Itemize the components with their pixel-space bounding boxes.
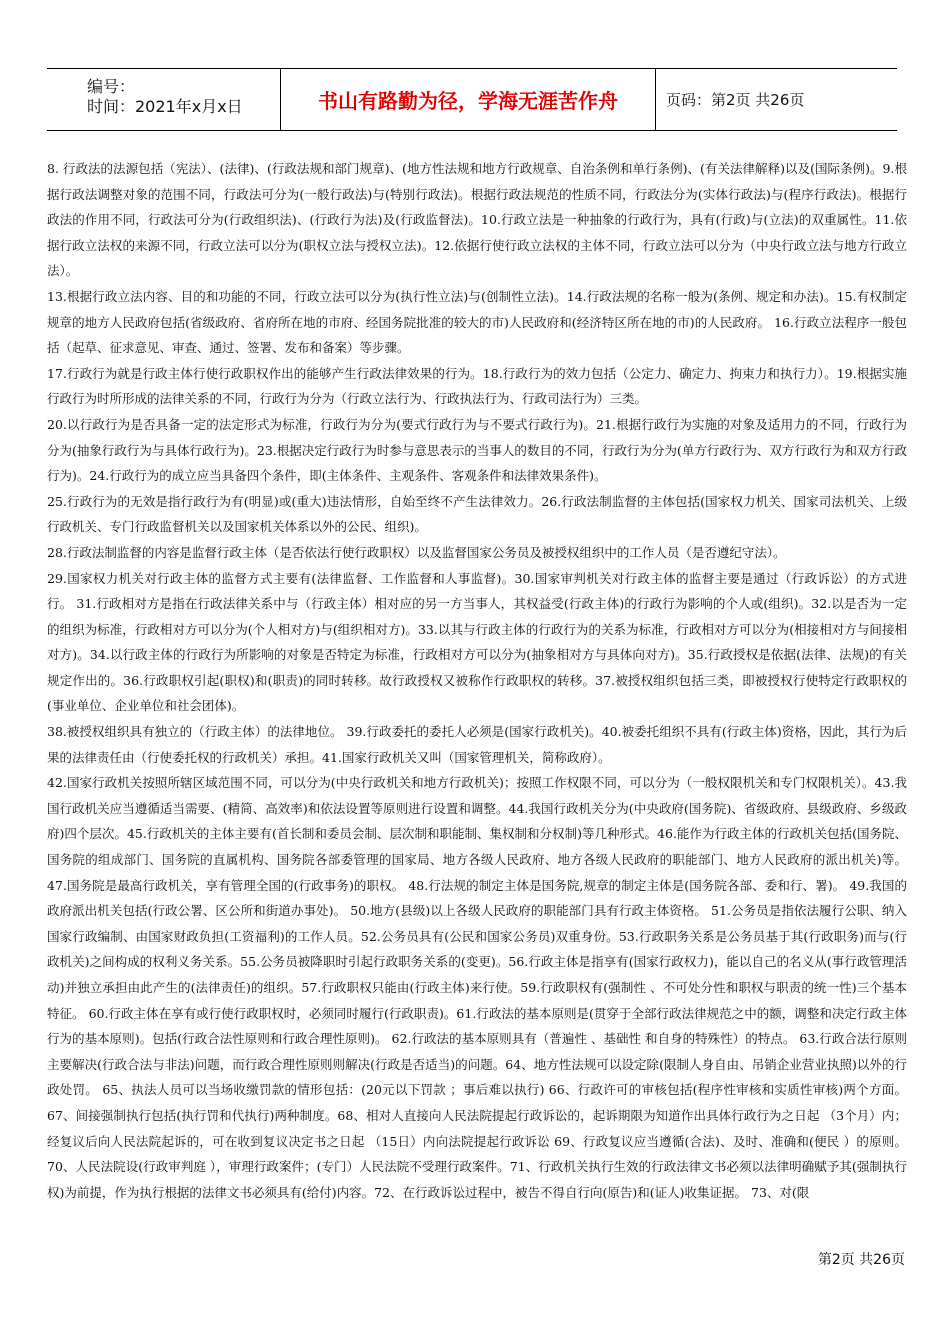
- header-meta: [47, 69, 281, 130]
- page-footer: 第2页 共26页: [817, 1252, 905, 1268]
- paragraph: 28.行政法制监督的内容是监督行政主体（是否依法行使行政职权）以及监督国家公务员及被授权组织中的工作人员（是否遵纪守法）。: [47, 544, 786, 560]
- paragraph: 29.国家权力机关对行政主体的监督方式主要有(法律监督、工作监督和人事监督)。30.国家审判机关对行政主体的监督主要是通过（行政诉讼）的方式进行。 31.行政相对方是指在行政法律关系中与（行政主体）相对应的另一方当事人，其权益受(行政主体)的行政行为影响的个人或(组织)。32.以是否为一定的组织为标准，行政相对方可以分为(个人相对方)与(组织相对方)。33.以其与行政主体的行政行为的关系为标准，行政相对方可以分为(相接相对方与间接相对方)。34.以行政主体的行政行为所影响的对象是否特定为标准，行政相对方可以分为(抽象相对方与具体向对方)。35.行政授权是依据(法律、法规)的有关规定作出的。36.行政职权引起(职权)和(职责)的同时转移。故行政授权又被称作行政职权的转移。37.被授权组织包括三类，即被授权行使特定行政职权的(事业单位、企业单位和社会团体)。: [47, 570, 907, 714]
- paragraph: 17.行政行为就是行政主体行使行政职权作出的能够产生行政法律效果的行为。18.行政行为的效力包括（公定力、确定力、拘束力和执行力）。19.根据实施行政行为时所形成的法律关系的不同，行政行为分为（行政立法行为、行政执法行为、行政司法行为）三类。: [47, 365, 907, 407]
- paragraph: 20.以行政行为是否具备一定的法定形式为标准，行政行为分为(要式行政行为与不要式行政行为)。21.根据行政行为实施的对象及适用力的不同，行政行为分为(抽象行政行为与具体行政行为)。23.根据决定行政行为时参与意思表示的当事人的数目的不同，行政行为分为(单方行政行为、双方行政行为和双方行政行为)。24.行政行为的成立应当具备四个条件，即(主体条件、主观条件、客观条件和法律效果条件)。: [47, 416, 907, 484]
- page-header: [47, 68, 897, 131]
- document-number-label: 编号：: [87, 77, 136, 96]
- document-body: [47, 156, 907, 1205]
- paragraph: 8. 行政法的法源包括（宪法）、(法律)、(行政法规和部门规章)、(地方性法规和地方行政规章、自治条例和单行条例)、(有关法律解释)以及(国际条例)。9.根据行政法调整对象的范围不同，行政法可分为(一般行政法)与(特别行政法)。根据行政法规范的性质不同，行政法分为(实体行政法)与(程序行政法)。根据行政法的作用不同，行政法可分为(行政组织法)、(行政行为法)及(行政监督法)。10.行政立法是一种抽象的行政行为，具有(行政)与(立法)的双重属性。11.依据行政立法权的来源不同，行政立法可以分为(职权立法与授权立法)。12.依据行使行政立法权的主体不同，行政立法可以分为（中央行政立法与地方行政立法）。: [47, 161, 907, 279]
- paragraph: 42.国家行政机关按照所辖区域范围不同，可以分为(中央行政机关和地方行政机关)；按照工作权限不同，可以分为（一般权限机关和专门权限机关）。43.我国行政机关应当遵循适当需要、(精简、高效率)和依法设置等原则进行设置和调整。44.我国行政机关分为(中央政府(国务院)、省级政府、县级政府、乡级政府)四个层次。45.行政机关的主体主要有(首长制和委员会制、层次制和职能制、集权制和分权制)等几种形式。46.能作为行政主体的行政机关包括(国务院、国务院的组成部门、国务院的直属机构、国务院各部委管理的国家局、地方各级人民政府、地方各级人民政府的职能部门、地方人民政府的派出机关)等。47.国务院是最高行政机关，享有管理全国的(行政事务)的职权。 48.行法规的制定主体是国务院,规章的制定主体是(国务院各部、委和行、署)。 49.我国的政府派出机关包括(行政公署、区公所和街道办事处)。 50.地方(县级)以上各级人民政府的职能部门具有行政主体资格。 51.公务员是指依法履行公职、纳入国家行政编制、由国家财政负担(工资福利)的工作人员。52.公务员具有(公民和国家公务员)双重身份。53.行政职务关系是公务员基于其(行政职务)而与(行政机关)之间构成的权利义务关系。55.公务员被降职时引起行政职务关系的(变更)。56.行政主体是指享有(国家行政权力)，能以自己的名义从(事行政管理活动)并独立承担由此产生的(法律责任)的组织。57.行政职权只能由(行政主体)来行使。59.行政职权有(强制性 、不可处分性和职权与职责的统一性)三个基本特征。 60.行政主体在享有或行使行政职权时，必须同时履行(行政职责)。61.行政法的基本原则是(贯穿于全部行政法律规范之中的额，调整和决定行政主体行为的基本原则)。包括(行政合法性原则和行政合理性原则)。 62.行政法的基本原则具有（普遍性 、基础性 和自身的特殊性）的特点。 63.行政合法行原则主要解决(行政合法与非法)问题，而行政合理性原则则解决(行政是否适当)的问题。64、地方性法规可以设定除(限制人身自由、吊销企业营业执照)以外的行政处罚。 65、执法人员可以当场收缴罚款的情形包括：(20元以下罚款 ；事后难以执行) 66、行政许可的审核包括(程序性审核和实质性审核)两个方面。 67、间接强制执行包括(执行罚和代执行)两种制度。68、相对人直接向人民法院提起行政诉讼的，起诉期限为知道作出具体行政行为之日起 （3个月）内；经复议后向人民法院起诉的，可在收到复议决定书之日起 （15日）内向法院提起行政诉讼 69、行政复议应当遵循(合法)、及时、准确和(便民 ）的原则。 70、人民法院设(行政审判庭 ），审理行政案件；(专门）人民法院不受理行政案件。71、行政机关执行生效的行政法律文书必须以法律明确赋予其(强制执行权)为前提，作为执行根据的法律文书必须具有(给付)内容。72、在行政诉讼过程中，被告不得自行向(原告)和(证人)收集证据。 73、对(限: [47, 775, 907, 1200]
- header-motto: 书山有路勤为径，学海无涯苦作舟: [281, 69, 656, 130]
- document-time-label: 时间：2021年x月x日: [87, 97, 243, 116]
- paragraph: 25.行政行为的无效是指行政行为有(明显)或(重大)违法情形，自始至终不产生法律效力。26.行政法制监督的主体包括(国家权力机关、国家司法机关、上级行政机关、专门行政监督机关以及国家机关体系以外的公民、组织)。: [47, 493, 907, 535]
- paragraph: 13.根据行政立法内容、目的和功能的不同，行政立法可以分为(执行性立法)与(创制性立法)。14.行政法规的名称一般为(条例、规定和办法)。15.有权制定规章的地方人民政府包括(省级政府、省府所在地的市府、经国务院批准的较大的市)人民政府和(经济特区所在地的市)的人民政府。 16.行政立法程序一般包括（起草、征求意见、审查、通过、签署、发布和备案）等步骤。: [47, 288, 907, 356]
- paragraph: 38.被授权组织具有独立的（行政主体）的法律地位。 39.行政委托的委托人必须是(国家行政机关)。40.被委托组织不具有(行政主体)资格，因此，其行为后果的法律责任由（行使委托权的行政机关）承担。41.国家行政机关又叫（国家管理机关，简称政府）。: [47, 724, 907, 765]
- header-page-info: 页码：第2页 共26页: [666, 91, 805, 109]
